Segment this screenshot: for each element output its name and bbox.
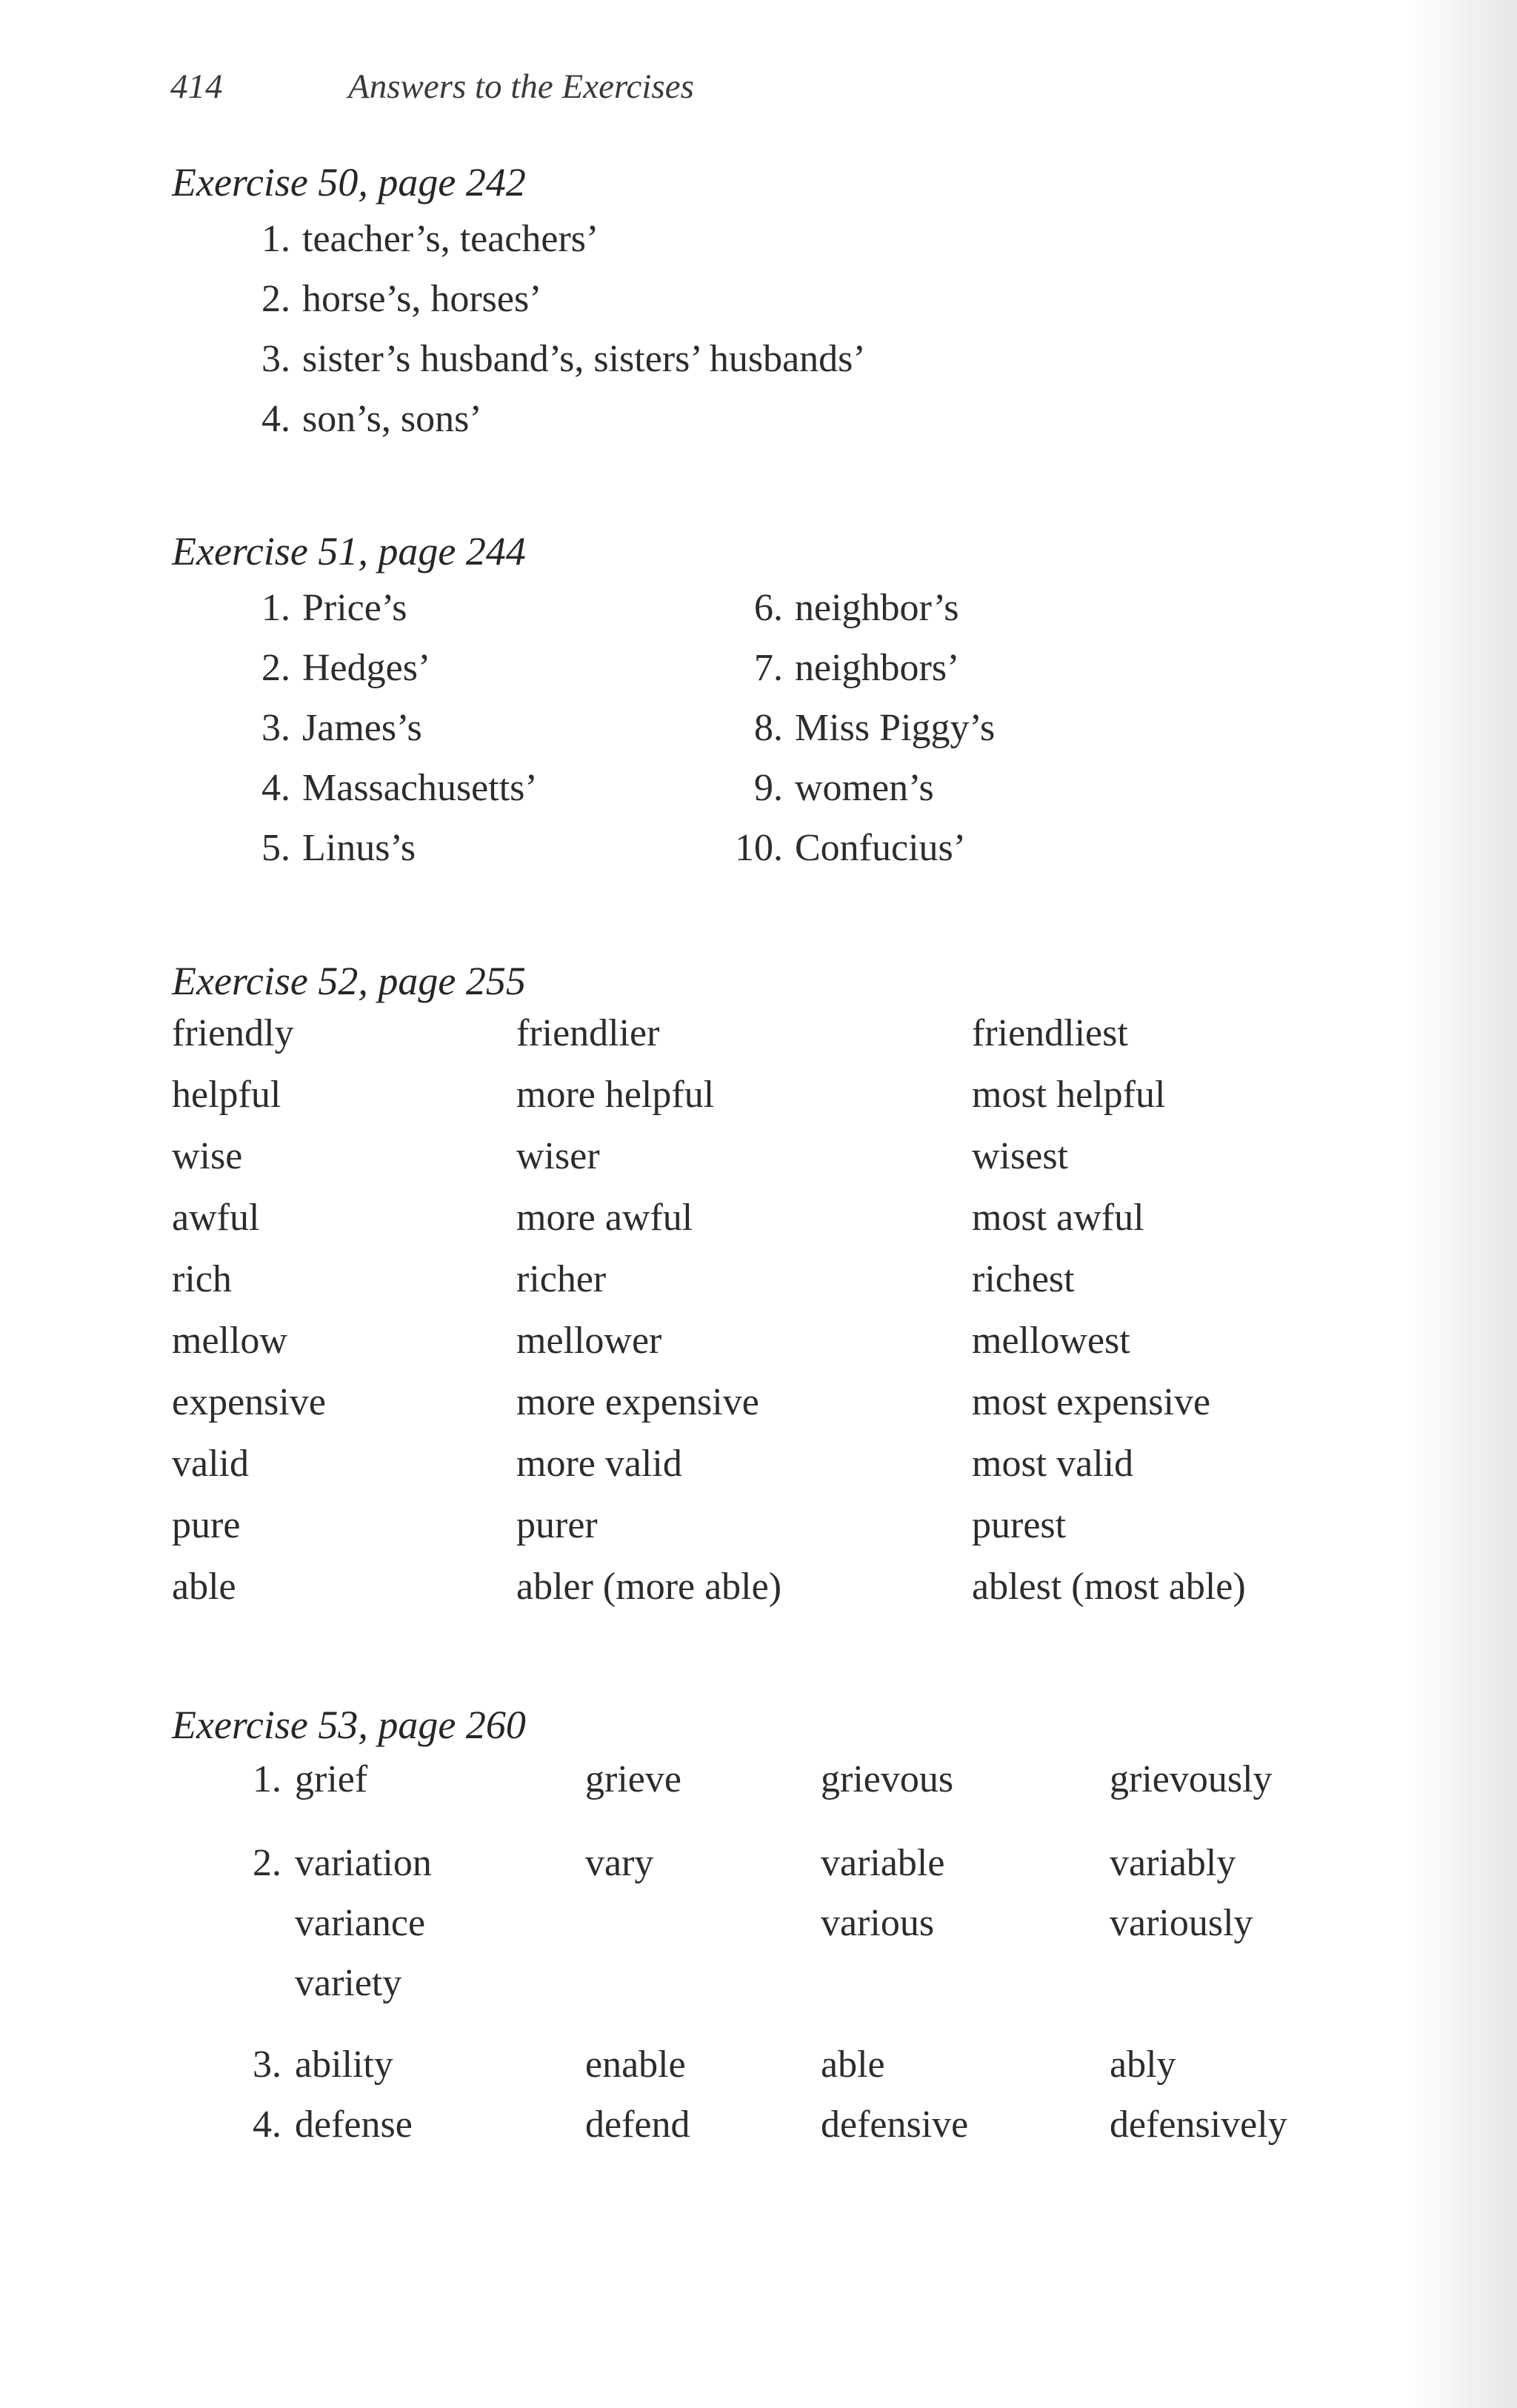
table-row bbox=[230, 1757, 1332, 1817]
table-row bbox=[172, 1257, 1246, 1319]
superlative-form: friendliest bbox=[972, 1012, 1128, 1054]
verb-form: defend bbox=[585, 2103, 690, 2146]
exercise-52-heading: Exercise 52, page 255 bbox=[172, 959, 526, 1003]
adverb-cell bbox=[1110, 1841, 1332, 2021]
item-text: teacher’s, teachers’ bbox=[302, 218, 599, 260]
positive-form: pure bbox=[172, 1504, 241, 1546]
exercise-51-heading: Exercise 51, page 244 bbox=[172, 529, 526, 573]
item-number: 3. bbox=[261, 707, 290, 749]
table-row bbox=[172, 1073, 1246, 1134]
comparative-form: abler (more able) bbox=[516, 1566, 782, 1608]
verb-form: grieve bbox=[585, 1758, 681, 1800]
adverb-cell bbox=[1110, 1757, 1332, 1817]
table-row bbox=[172, 1380, 1246, 1442]
table-row bbox=[230, 2043, 1332, 2103]
item-number: 4. bbox=[261, 767, 290, 809]
adverb-form: variably bbox=[1110, 1842, 1236, 1884]
comparative-form: more helpful bbox=[516, 1074, 715, 1116]
item-text: sister’s husband’s, sisters’ husbands’ bbox=[302, 338, 866, 380]
item-text: Massachusetts’ bbox=[302, 767, 538, 809]
adjective-cell bbox=[821, 1757, 1110, 1817]
item-number: 10. bbox=[735, 827, 783, 869]
table-row bbox=[230, 2103, 1332, 2163]
running-head bbox=[170, 67, 694, 107]
item-text: Miss Piggy’s bbox=[795, 707, 996, 749]
list-item bbox=[230, 586, 538, 646]
adjective-form: able bbox=[821, 2043, 885, 2086]
superlative-form: most expensive bbox=[972, 1381, 1211, 1423]
table-row bbox=[172, 1442, 1246, 1503]
item-text: son’s, sons’ bbox=[302, 398, 482, 440]
table-row bbox=[230, 1841, 1332, 2021]
comparative-form: more valid bbox=[516, 1443, 682, 1485]
adverb-form: variously bbox=[1110, 1902, 1253, 1944]
verb-cell bbox=[585, 2043, 821, 2103]
page-edge-shadow bbox=[1406, 0, 1517, 2408]
item-number: 3. bbox=[261, 338, 290, 380]
item-number: 8. bbox=[754, 707, 783, 749]
word-forms-table bbox=[230, 1757, 1332, 2163]
adjective-cell bbox=[821, 1841, 1110, 2021]
item-number: 4. bbox=[261, 398, 290, 440]
item-text: Hedges’ bbox=[302, 647, 431, 689]
verb-form: enable bbox=[585, 2043, 686, 2086]
running-head-title: Answers to the Exercises bbox=[348, 67, 694, 106]
superlative-form: most valid bbox=[972, 1443, 1134, 1485]
positive-form: helpful bbox=[172, 1074, 281, 1116]
item-text: Price’s bbox=[302, 587, 407, 629]
item-text: James’s bbox=[302, 707, 422, 749]
list-item bbox=[230, 706, 538, 766]
comparative-form: mellower bbox=[516, 1320, 662, 1362]
exercise-51-right-list bbox=[722, 586, 995, 886]
item-number: 5. bbox=[261, 827, 290, 869]
item-number: 6. bbox=[754, 587, 783, 629]
adjective-form: various bbox=[821, 1902, 935, 1944]
positive-form: friendly bbox=[172, 1012, 294, 1054]
adjective-form: defensive bbox=[821, 2103, 969, 2146]
superlative-form: purest bbox=[972, 1504, 1067, 1546]
item-text: horse’s, horses’ bbox=[302, 278, 542, 320]
noun-cell bbox=[295, 2043, 585, 2103]
comparative-form: more awful bbox=[516, 1197, 693, 1239]
noun-cell bbox=[295, 1841, 585, 2021]
list-item bbox=[722, 766, 995, 826]
noun-form: grief bbox=[295, 1758, 368, 1800]
comparison-table bbox=[172, 1011, 1246, 1626]
table-row bbox=[172, 1503, 1246, 1565]
positive-form: valid bbox=[172, 1443, 249, 1485]
noun-form: variance bbox=[295, 1902, 426, 1944]
superlative-form: most helpful bbox=[972, 1074, 1166, 1116]
superlative-form: wisest bbox=[972, 1135, 1068, 1177]
noun-cell bbox=[295, 2103, 585, 2163]
comparative-form: purer bbox=[516, 1504, 598, 1546]
adverb-cell bbox=[1110, 2043, 1332, 2103]
list-item bbox=[230, 766, 538, 826]
verb-cell bbox=[585, 2103, 821, 2163]
item-text: Linus’s bbox=[302, 827, 416, 869]
positive-form: awful bbox=[172, 1197, 260, 1239]
item-number: 3. bbox=[253, 2043, 281, 2086]
item-text: Confucius’ bbox=[795, 827, 967, 869]
superlative-form: most awful bbox=[972, 1197, 1144, 1239]
item-number: 4. bbox=[253, 2103, 281, 2146]
item-number: 9. bbox=[754, 767, 783, 809]
exercise-50-list bbox=[230, 217, 866, 457]
exercise-53-heading: Exercise 53, page 260 bbox=[172, 1703, 526, 1747]
item-number: 1. bbox=[253, 1758, 281, 1800]
noun-form: ability bbox=[295, 2043, 393, 2086]
verb-cell bbox=[585, 1757, 821, 1817]
table-row bbox=[172, 1134, 1246, 1196]
table-row bbox=[172, 1196, 1246, 1257]
superlative-form: richest bbox=[972, 1258, 1075, 1300]
comparative-form: richer bbox=[516, 1258, 607, 1300]
item-number: 1. bbox=[261, 587, 290, 629]
noun-form: variation bbox=[295, 1842, 432, 1884]
adverb-cell bbox=[1110, 2103, 1332, 2163]
comparative-form: more expensive bbox=[516, 1381, 759, 1423]
list-item bbox=[230, 217, 866, 277]
table-row bbox=[172, 1319, 1246, 1380]
positive-form: able bbox=[172, 1566, 236, 1608]
adjective-form: grievous bbox=[821, 1758, 954, 1800]
verb-form: vary bbox=[585, 1842, 654, 1884]
list-item bbox=[230, 397, 866, 457]
exercise-50-heading: Exercise 50, page 242 bbox=[172, 160, 526, 204]
item-text: women’s bbox=[795, 767, 934, 809]
comparative-form: friendlier bbox=[516, 1012, 660, 1054]
list-item bbox=[722, 826, 995, 886]
item-text: neighbor’s bbox=[795, 587, 959, 629]
adverb-form: grievously bbox=[1110, 1758, 1273, 1800]
comparative-form: wiser bbox=[516, 1135, 600, 1177]
adverb-form: ably bbox=[1110, 2043, 1176, 2086]
list-item bbox=[230, 826, 538, 886]
list-item bbox=[230, 337, 866, 397]
item-text: neighbors’ bbox=[795, 647, 960, 689]
adjective-cell bbox=[821, 2103, 1110, 2163]
superlative-form: mellowest bbox=[972, 1320, 1130, 1362]
list-item bbox=[230, 277, 866, 337]
superlative-form: ablest (most able) bbox=[972, 1566, 1246, 1608]
adjective-cell bbox=[821, 2043, 1110, 2103]
list-item bbox=[722, 586, 995, 646]
positive-form: rich bbox=[172, 1258, 232, 1300]
exercise-51-left-list bbox=[230, 586, 538, 886]
item-number: 7. bbox=[754, 647, 783, 689]
positive-form: expensive bbox=[172, 1381, 326, 1423]
positive-form: wise bbox=[172, 1135, 243, 1177]
list-item bbox=[722, 706, 995, 766]
item-number: 2. bbox=[253, 1842, 281, 1884]
adverb-form: defensively bbox=[1110, 2103, 1287, 2146]
item-number: 2. bbox=[261, 647, 290, 689]
noun-form: variety bbox=[295, 1962, 402, 2004]
table-row bbox=[172, 1565, 1246, 1626]
noun-form: defense bbox=[295, 2103, 413, 2146]
list-item bbox=[230, 646, 538, 706]
verb-cell bbox=[585, 1841, 821, 2021]
page-number: 414 bbox=[170, 67, 223, 106]
positive-form: mellow bbox=[172, 1320, 287, 1362]
list-item bbox=[722, 646, 995, 706]
item-number: 1. bbox=[261, 218, 290, 260]
table-row bbox=[172, 1011, 1246, 1073]
noun-cell bbox=[295, 1757, 585, 1817]
adjective-form: variable bbox=[821, 1842, 945, 1884]
item-number: 2. bbox=[261, 278, 290, 320]
